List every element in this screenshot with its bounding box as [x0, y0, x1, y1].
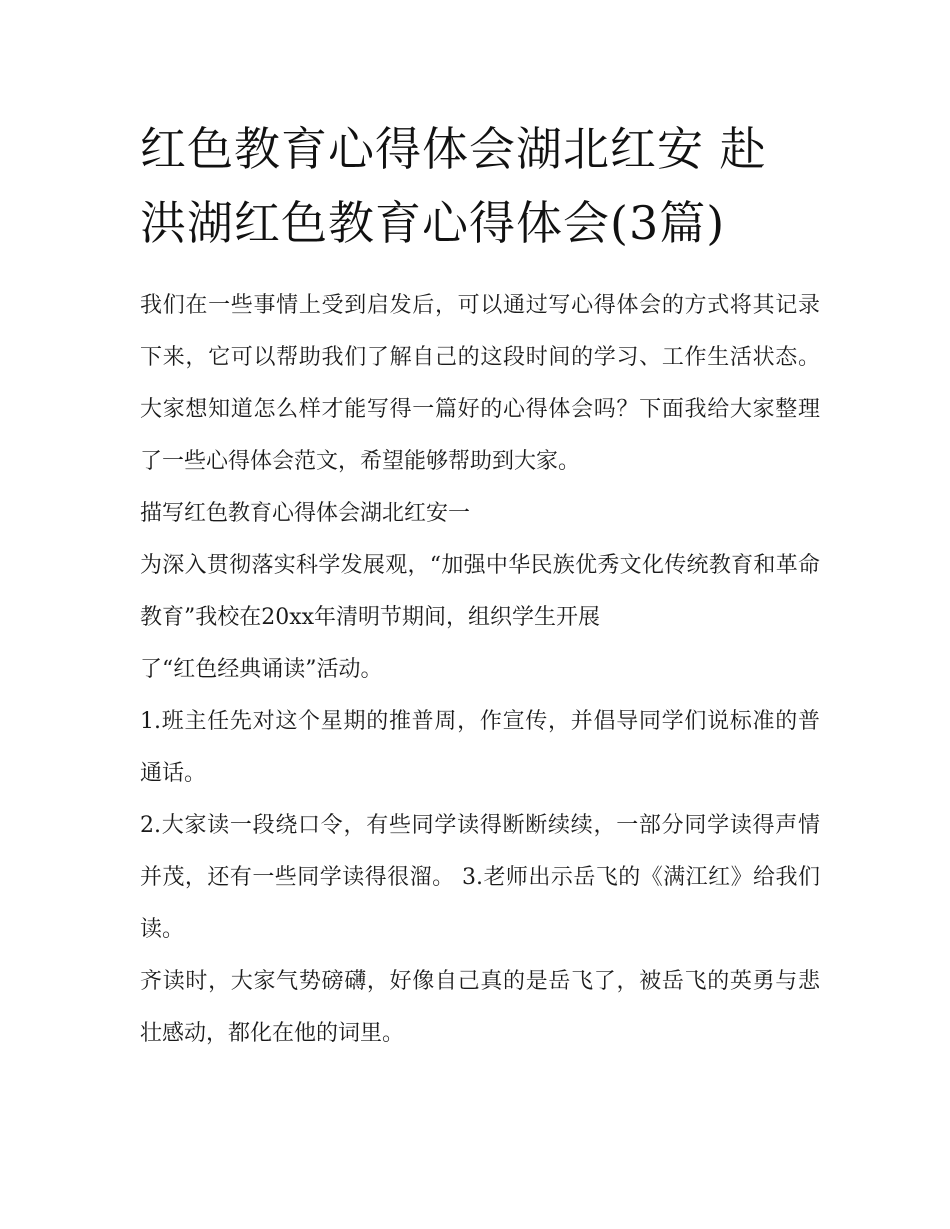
body-paragraph: 了“红色经典诵读”活动。 — [140, 657, 383, 682]
list-item-2: 2.大家读一段绕口令，有些同学读得断断续续，一部分同学读得声情并茂，还有一些同学读得很溜。 3.老师出示岳飞的《满江红》给我们读。 — [140, 813, 820, 942]
title-line-1: 红色教育心得体会湖北红安 赴 — [140, 122, 767, 176]
title-line-2: 洪湖红色教育心得体会(3篇) — [140, 196, 726, 250]
body-paragraph: 为深入贯彻落实科学发展观，“加强中华民族优秀文化传统教育和革命教育”我校在20xx年清明节期间，组织学生开展 — [140, 553, 820, 630]
list-item-1: 1.班主任先对这个星期的推普周，作宣传，并倡导同学们说标准的普通话。 — [140, 709, 820, 786]
intro-paragraph: 我们在一些事情上受到启发后，可以通过写心得体会的方式将其记录下来，它可以帮助我们了解自己的这段时间的学习、工作生活状态。大家想知道怎么样才能写得一篇好的心得体会吗？下面我给大家整理了一些心得体会范文，希望能够帮助到大家。 — [140, 293, 820, 474]
document-title — [140, 112, 820, 260]
body-paragraph: 齐读时，大家气势磅礴，好像自己真的是岳飞了，被岳飞的英勇与悲壮感动，都化在他的词里。 — [140, 969, 820, 1046]
document-page — [140, 112, 820, 1060]
section-heading: 描写红色教育心得体会湖北红安一 — [140, 501, 471, 526]
